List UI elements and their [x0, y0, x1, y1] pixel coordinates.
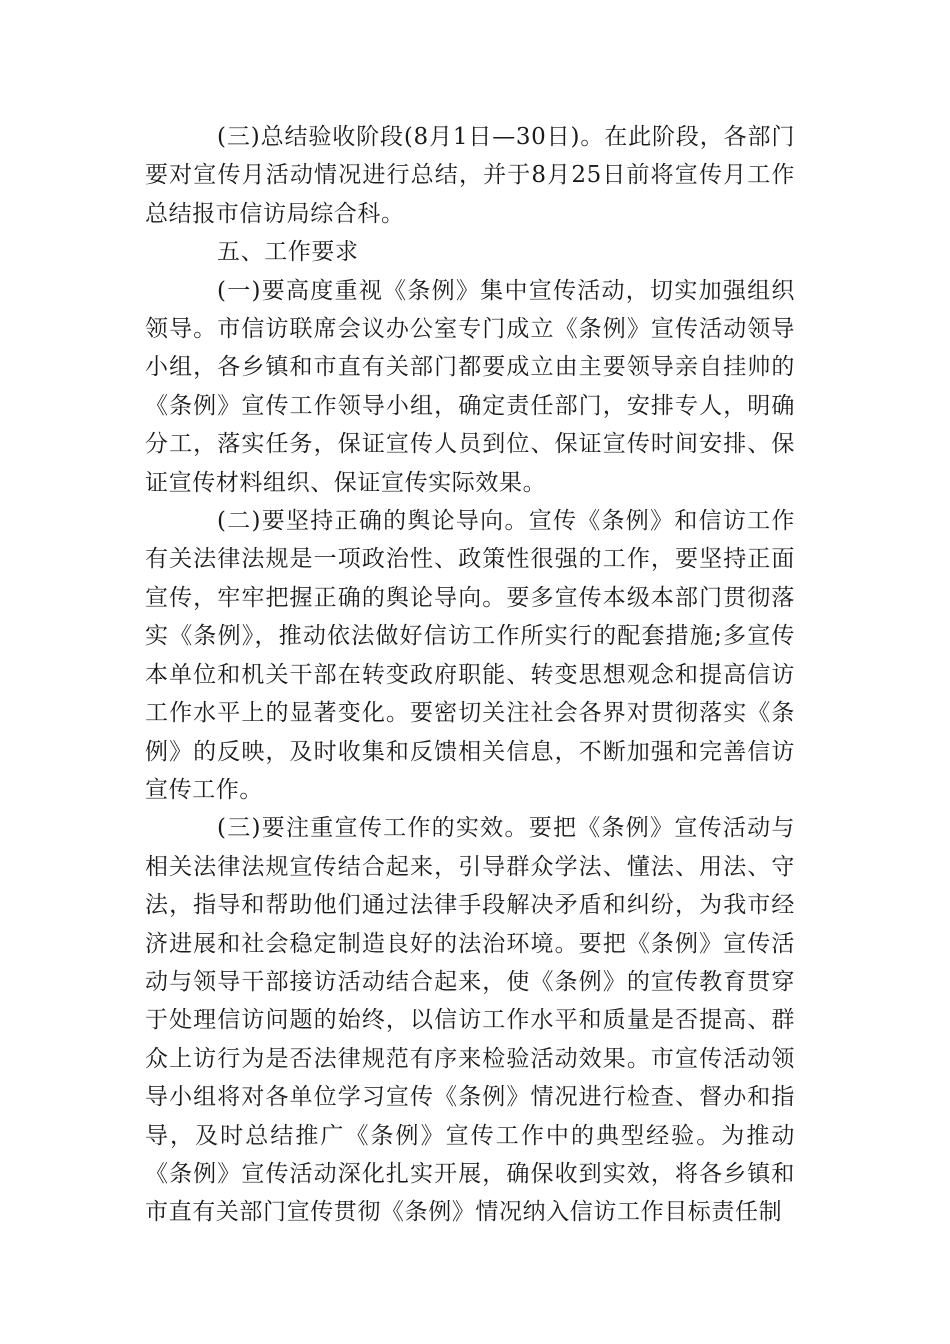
paragraph-requirement-two: (二)要坚持正确的舆论导向。宣传《条例》和信访工作有关法律法规是一项政治性、政策性很强的工作，要坚持正面宣传，牢牢把握正确的舆论导向。要多宣传本级本部门贯彻落实《条例》，推动依法做好信访工作所实行的配套措施;多宣传本单位和机关干部在转变政府职能、转变思想观念和提高信访工作水平上的显著变化。要密切关注社会各界对贯彻落实《条例》的反映，及时收集和反馈相关信息，不断加强和完善信访宣传工作。 — [145, 508, 795, 803]
paragraph-requirement-one: (一)要高度重视《条例》集中宣传活动，切实加强组织领导。市信访联席会议办公室专门成立《条例》宣传活动领导小组，各乡镇和市直有关部门都要成立由主要领导亲自挂帅的《条例》宣传工作领导小组，确定责任部门，安排专人，明确分工，落实任务，保证宣传人员到位、保证宣传时间安排、保证宣传材料组织、保证宣传实际效果。 — [145, 277, 795, 496]
section-heading-work-requirements: 五、工作要求 — [217, 239, 359, 266]
paragraph-summary-stage: (三)总结验收阶段(8月1日—30日)。在此阶段，各部门要对宣传月活动情况进行总结，并于8月25日前将宣传月工作总结报市信访局综合科。 — [145, 124, 795, 227]
document-body — [145, 118, 795, 1232]
paragraph-requirement-three: (三)要注重宣传工作的实效。要把《条例》宣传活动与相关法律法规宣传结合起来，引导群众学法、懂法、用法、守法，指导和帮助他们通过法律手段解决矛盾和纠纷，为我市经济进展和社会稳定制造良好的法治环境。要把《条例》宣传活动与领导干部接访活动结合起来，使《条例》的宣传教育贯穿于处理信访问题的始终，以信访工作水平和质量是否提高、群众上访行为是否法律规范有序来检验活动效果。市宣传活动领导小组将对各单位学习宣传《条例》情况进行检查、督办和指导，及时总结推广《条例》宣传工作中的典型经验。为推动《条例》宣传活动深化扎实开展，确保收到实效，将各乡镇和市直有关部门宣传贯彻《条例》情况纳入信访工作目标责任制 — [145, 815, 795, 1226]
